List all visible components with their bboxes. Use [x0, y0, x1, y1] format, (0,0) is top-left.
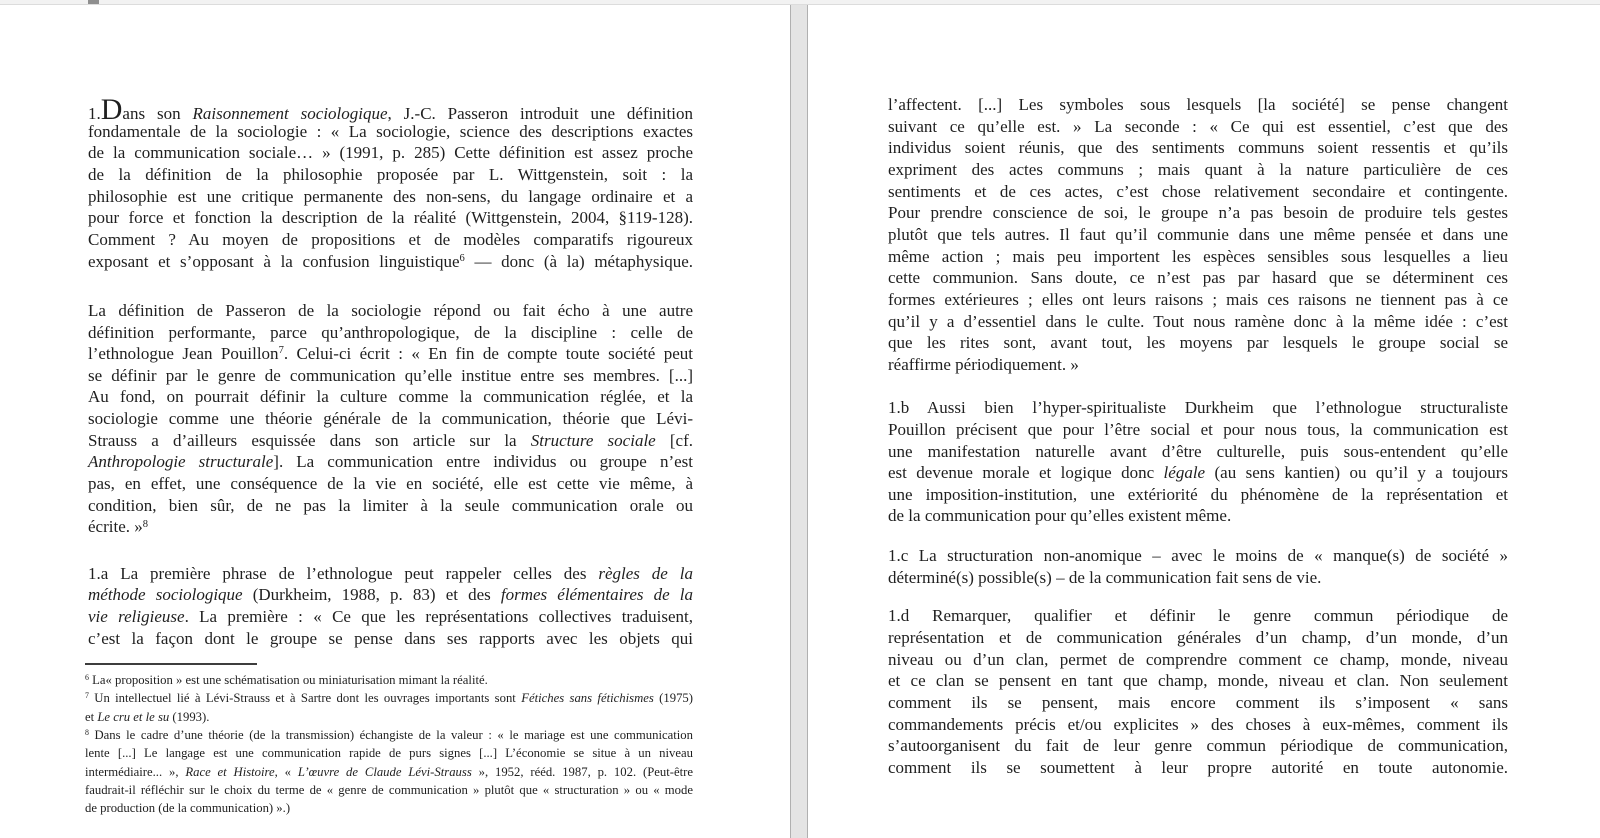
italic-text: vie religieuse [88, 606, 185, 626]
text-line [88, 121, 693, 143]
text-line [888, 505, 1508, 527]
text-line [85, 671, 693, 689]
paragraph [888, 94, 1508, 376]
text-line [85, 726, 693, 744]
footnote-marker: 8 [142, 518, 149, 530]
text-segment: et [85, 709, 98, 724]
text-segment: philosophie est une critique permanente des non-sens, du langage ordinaire et a [88, 186, 693, 206]
italic-text: règles de la [598, 563, 693, 583]
text-line [888, 354, 1508, 376]
text-segment: Comment ? Au moyen de propositions et de modèles comparatifs rigoureux [88, 229, 693, 249]
text-line [888, 567, 1508, 589]
text-segment: 1. [88, 104, 101, 123]
paragraph [88, 563, 693, 650]
text-segment: pour force et fonction la description de la réalité (Wittgenstein, 2004, §119-128). [88, 208, 693, 228]
text-segment: exposant et s’opposant à la confusion linguistique [88, 251, 460, 271]
text-line [888, 224, 1508, 246]
text-segment: ]. La communication entre individus ou groupe n’est [273, 452, 693, 472]
initial-capital: D [100, 93, 123, 126]
text-segment: se définir par le genre de communication qu’elle institue entre ses membres. [...] [88, 365, 693, 385]
paragraph [888, 397, 1508, 527]
text-segment: La« proposition » est une schématisation ou miniaturisation mimant la réalité. [88, 673, 488, 687]
text-segment: Au fond, on pourrait définir la culture comme la communication réglée, et la [88, 387, 693, 407]
text-segment: (au sens kantien) ou qu’il y a toujours [1205, 463, 1508, 483]
paragraph [85, 689, 693, 726]
text-segment: Strauss a d’ailleurs esquissée dans son article sur la [88, 430, 531, 450]
text-segment: comment ils se pensent, mais encore comment ils s’imposent « sans [888, 693, 1508, 713]
text-segment: individus soient réunis, que des sentiments communs soient ressentis et qu’ils [888, 138, 1508, 158]
text-line [888, 311, 1508, 333]
page-right-body-text [888, 94, 1508, 779]
text-line [888, 484, 1508, 506]
italic-text: Race et Histoire [185, 764, 275, 779]
text-segment: l’ethnologue Jean Pouillon [88, 344, 279, 364]
text-segment: représentation et de communication générales d’un champ, d’un monde, d’un [888, 628, 1508, 648]
text-segment: lente [...] Le langage est une communication rapide de purs signes [...] L’économie se situe à un niveau [85, 746, 693, 761]
text-line [888, 714, 1508, 736]
paragraph [888, 605, 1508, 778]
text-segment: qu’il y a d’essentiel dans le culte. Tout nous ramène donc à la même idée : c’est [888, 311, 1508, 331]
text-segment: , J.-C. Passeron introduit une définition [387, 104, 693, 123]
text-line [85, 744, 693, 762]
text-segment: (Durkheim, 1988, p. 83) et des [242, 585, 501, 605]
text-line [888, 462, 1508, 484]
top-divider [0, 0, 1600, 5]
text-segment: écrite. » [88, 517, 143, 537]
text-line [888, 94, 1508, 116]
text-segment: pas, en effet, une conséquence de la vie en société, elle est cette vie même, à [88, 474, 693, 494]
text-segment: formes extérieures ; elles ont leurs raisons ; mais ces raisons ne tiennent pas à ce [888, 289, 1508, 309]
text-line [888, 289, 1508, 311]
text-segment: niveau ou d’un clan, permet de comprendre comment ce champ, monde, niveau [888, 649, 1508, 669]
text-line [888, 137, 1508, 159]
text-line [888, 757, 1508, 779]
text-segment: fondamentale de la sociologie : « La sociologie, science des descriptions exactes [88, 121, 693, 141]
text-segment: , « [274, 764, 298, 779]
text-line [88, 408, 693, 430]
text-segment: ans son [122, 104, 193, 123]
text-line [888, 397, 1508, 419]
paragraph [88, 93, 694, 272]
italic-text: Raisonnement sociologique [192, 104, 388, 123]
text-line [88, 322, 693, 344]
text-line [88, 251, 693, 273]
footnote-marker: 6 [85, 672, 89, 682]
text-segment: même action ; mais peu importent les espèces sensibles sous lesquelles a lieu [888, 246, 1508, 266]
text-line [888, 670, 1508, 692]
text-segment: une imposition-institution, une extériorité du phénomène de la représentation et [888, 484, 1508, 504]
italic-text: Fétiches sans fétichismes [521, 691, 654, 706]
text-segment: s’autoorganisent du fait de leur genre commun périodique de communication, [888, 736, 1508, 756]
footnote-marker: 8 [85, 727, 89, 737]
text-line [88, 300, 693, 322]
text-segment: Pouillon précisent que pour l’être social et pour nous tous, la communication est [888, 419, 1508, 439]
text-line [85, 799, 693, 817]
text-segment: de la définition de la philosophie proposée par L. Wittgenstein, soit : la [88, 164, 693, 184]
text-segment: condition, bien sûr, de ne pas la limiter à la seule communication orale ou [88, 495, 693, 515]
text-segment: une manifestation naturelle avant d’être culturelle, puis sous-entendent qu’elle [888, 441, 1508, 461]
paragraph [85, 726, 693, 818]
text-line [88, 606, 693, 628]
text-line [88, 584, 693, 606]
italic-text: Structure sociale [530, 430, 656, 450]
text-segment: expriment des actes communs ; mais quant à la nature particulière de ces [888, 159, 1508, 179]
text-segment: — donc (à la) métaphysique. [464, 251, 694, 271]
text-line [888, 735, 1508, 757]
italic-text: Le cru et le su [97, 709, 170, 724]
text-segment: 1.d Remarquer, qualifier et définir le genre commun périodique de [888, 606, 1508, 626]
page-left-footnotes [85, 671, 693, 818]
text-segment: de la communication pour qu’elles existent même. [888, 506, 1232, 526]
text-line [888, 605, 1508, 627]
text-segment: Un intellectuel lié à Lévi-Strauss et à Sartre dont les ouvrages importants sont [88, 691, 522, 706]
text-segment: sociologie comme une théorie générale de la communication, théorie que Lévi- [88, 409, 693, 429]
text-line [888, 332, 1508, 354]
text-line [88, 430, 693, 452]
italic-text: formes élémentaires de la [500, 585, 694, 605]
footnote-rule [85, 663, 257, 665]
text-line [888, 202, 1508, 224]
paragraph [888, 545, 1508, 588]
text-segment: réaffirme périodiquement. » [888, 354, 1079, 374]
text-line [88, 628, 693, 650]
text-segment: sentiments et de ces actes, c’est chose relativement secondaire et contingente. [888, 181, 1508, 201]
text-segment: plutôt que tels autres. Il faut qu’il communie dans une même pensée et dans une [888, 224, 1508, 244]
text-line [88, 93, 693, 126]
text-segment: Pour prendre conscience de soi, le groupe n’a pas besoin de produire tels gestes [888, 203, 1508, 223]
text-segment: faudrait-il réfléchir sur le choix du terme de « genre de communication » plutôt que « structuration » ou « mode [85, 783, 693, 798]
text-segment: 1.b Aussi bien l’hyper-spiritualiste Durkheim que l’ethnologue structuraliste [888, 398, 1508, 418]
italic-text: méthode sociologique [88, 585, 243, 605]
text-segment: comment ils se soumettent à leur propre autorité en toute autonomie. [888, 758, 1508, 778]
text-segment: que les rites sont, avant tout, les moyens par lesquels le groupe social se [888, 333, 1508, 353]
text-segment: Dans le cadre d’une théorie (de la transmission) échangiste de la valeur : « le mariage est une communication [88, 728, 693, 743]
text-line [85, 689, 693, 707]
text-line [88, 186, 693, 208]
paragraph [88, 300, 693, 538]
paragraph [85, 671, 693, 689]
text-segment: (1993). [169, 709, 210, 724]
footnote-marker: 6 [459, 252, 465, 264]
text-line [888, 649, 1508, 671]
text-segment: déterminé(s) possible(s) – de la communication fait sens de vie. [888, 567, 1322, 587]
footnote-marker: 7 [278, 345, 284, 357]
footnote-marker: 7 [85, 691, 89, 701]
text-segment: . Celui-ci écrit : « En fin de compte toute société peut [283, 344, 693, 364]
page-left-body-text [88, 93, 694, 649]
text-line [888, 441, 1508, 463]
text-line [888, 181, 1508, 203]
italic-text: légale [1163, 463, 1206, 483]
text-segment: (1975) [653, 691, 693, 706]
text-line [88, 473, 693, 495]
text-line [85, 781, 693, 799]
text-segment: de la communication sociale… » (1991, p. 285) Cette définition est assez proche [88, 143, 693, 163]
text-line [88, 386, 693, 408]
text-segment: La définition de Passeron de la sociologie répond ou fait écho à une autre [88, 300, 693, 320]
italic-text: Anthropologie structurale [88, 452, 274, 472]
text-segment: est devenue morale et logique donc [888, 463, 1164, 483]
text-segment: . La première : « Ce que les représentations collectives traduisent, [184, 606, 693, 626]
text-segment: intermédiaire... », [85, 764, 186, 779]
text-line [88, 343, 693, 365]
text-segment: [cf. [655, 430, 693, 450]
text-segment: l’affectent. [...] Les symboles sous lesquels [la société] se pense changent [888, 95, 1508, 114]
text-segment: 1.a La première phrase de l’ethnologue peut rappeler celles des [88, 563, 599, 583]
text-segment: de production (de la communication) ».) [85, 801, 291, 816]
text-line [888, 116, 1508, 138]
text-segment: commandements précis et/ou explicites » des choses à eux-mêmes, comment ils [888, 714, 1508, 734]
text-segment: définition performante, parce qu’anthropologique, de la discipline : celle de [88, 322, 693, 342]
text-line [85, 708, 693, 726]
text-segment: suivant ce qu’elle est. » La seconde : « Ce qui est essentiel, c’est que des [888, 116, 1508, 136]
text-line [85, 763, 693, 781]
text-segment: 1.c La structuration non-anomique – avec le moins de « manque(s) de société » [888, 546, 1508, 566]
text-line [888, 692, 1508, 714]
page-gap [790, 5, 808, 838]
italic-text: L’œuvre de Claude Lévi-Strauss [297, 764, 472, 779]
text-line [88, 164, 693, 186]
text-line [888, 246, 1508, 268]
text-line [888, 627, 1508, 649]
text-line [888, 419, 1508, 441]
text-line [88, 495, 693, 517]
text-line [88, 229, 693, 251]
text-line [88, 451, 693, 473]
text-segment: c’est la façon dont le groupe se pense dans ses rapports avec les objets qui [88, 628, 693, 648]
text-line [888, 159, 1508, 181]
text-line [888, 545, 1508, 567]
text-line [888, 267, 1508, 289]
text-line [88, 563, 693, 585]
text-segment: », 1952, rééd. 1987, p. 102. (Peut-être [471, 764, 693, 779]
text-line [88, 207, 693, 229]
text-line [88, 516, 693, 538]
text-line [88, 142, 693, 164]
ui-fragment [88, 0, 99, 4]
text-line [88, 365, 693, 387]
text-segment: cette communion. Sans doute, ce n’est pas par hasard que se déterminent ces [888, 268, 1508, 288]
text-segment: et ce clan se pensent en tant que champ, monde, niveau et clan. Non seulement [888, 671, 1508, 691]
